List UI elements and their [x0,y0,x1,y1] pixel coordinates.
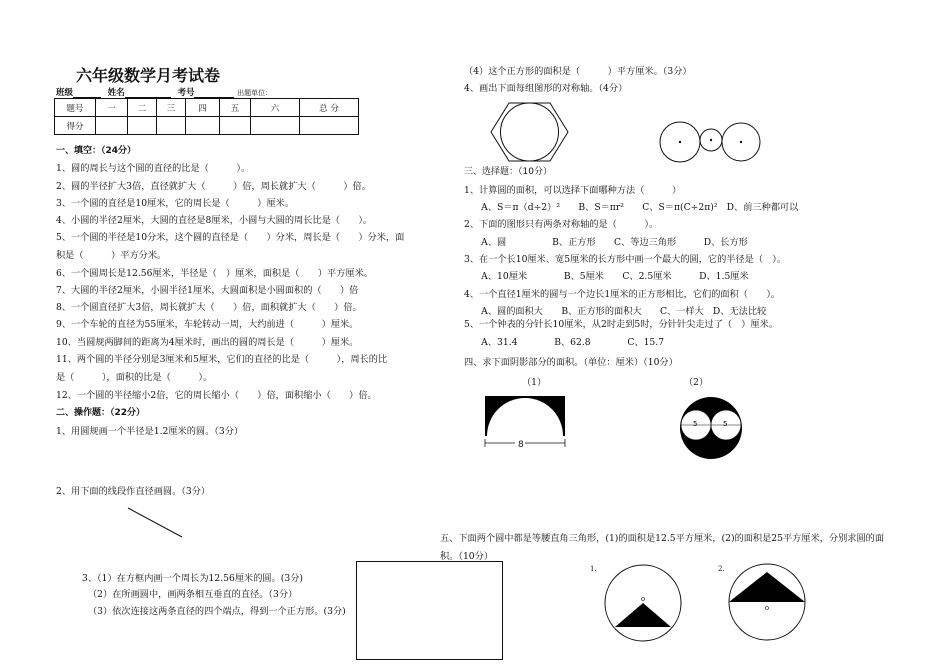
section1-title: 一、填空：（24分） [56,146,137,156]
q1-1: 1、圆的周长与这个圆的直径的比是（ ）。 [56,163,251,174]
class-label: 班级 [56,88,74,98]
score-header-cell: 题号 [55,99,96,117]
section5-line2: 积。（10分） [440,551,494,562]
q1-12: 12、一个圆的半径缩小2倍，它的周长缩小（ ）倍，面积缩小（ ）倍。 [56,390,377,401]
fig2-dim-right: 5 [723,420,728,428]
score-header-cell: 三 [157,99,186,117]
score-header-cell: 四 [186,99,220,117]
q1-3: 3、一个圆的直径是10厘米，它的周长是（ ）厘米。 [56,198,295,209]
circle-triangle-fig1 [605,565,681,641]
q3-5-options: A、31.4 B、62.8 C、15.7 [472,337,665,348]
unit-label: 出题单位： [237,89,273,97]
section3-title: 三、选择题：（10分） [464,167,552,177]
fig1-label: （1） [522,377,547,388]
fig2-label: （2） [684,377,709,388]
q2-3b: （2）在所画圆中，画两条相互垂直的直径。（3分） [88,589,298,600]
page-title: 六年级数学月考试卷 [76,66,221,85]
q1-6: 6、一个圆周长是12.56厘米，半径是（ ）厘米，面积是（ ）平方厘米。 [56,268,373,279]
score-header-cell: 二 [128,99,157,117]
q1-8: 8、一个圆直径扩大3倍，周长就扩大（ ）倍，面积就扩大（ ）倍。 [56,302,362,313]
q2-4: 4、画出下面每组图形的对称轴。（4分） [464,83,628,94]
q3-4: 4、一个直径1厘米的圆与一个边长1厘米的正方形相比，它们的面积（ ）。 [464,289,781,300]
q2-1: 1、用圆规画一个半径是1.2厘米的圆。（3分） [56,426,244,437]
score-header-cell: 总 分 [300,99,359,117]
q2-3a: 3、（1）在方框内画一个周长为12.56厘米的圆。(3分) [82,573,303,584]
score-header-cell: 一 [96,99,128,117]
name-label: 姓名 [107,88,125,98]
s5-fig1-label: 1. [590,565,597,573]
score-header-cell: 六 [251,99,300,117]
fig2-dim-left: 5 [693,420,698,428]
q2-3d: （4）这个正方形的面积是（ ）平方厘米。（3分） [464,66,692,77]
section5-line1: 五、下面两个圆中都是等腰直角三角形，(1)的面积是12.5平方厘米，(2)的面积是25平方厘米，分别求圆的面 [440,533,885,544]
q1-11-cont: 是（ ），面积的比是（ ）。 [56,372,213,383]
q1-11: 11、两个圆的半径分别是3厘米和5厘米，它们的直径的比是（ ），周长的比 [56,354,388,365]
q3-1-options: A、S＝π（d÷2）² B、S＝πr² C、S＝π(C÷2π)² D、前三种都可以 [472,202,799,213]
q3-4-options: A、圆的面积大 B、正方形的面积大 C、一样大 D、无法比较 [472,306,767,317]
q2-3c: （3）依次连接这两条直径的四个端点，得到一个正方形。(3分) [88,606,346,617]
score-header-cell: 五 [220,99,251,117]
q3-2-options: A、圆 B、正方形 C、等边三角形 D、长方形 [472,237,748,248]
q1-5-cont: 积是（ ）平方分米。 [56,250,167,261]
circle-triangle-fig2 [729,564,805,640]
q1-7: 7、大圆的半径2厘米，小圆半径1厘米，大圆面积是小圆面积的（ ）倍 [56,285,359,296]
score-label-cell: 得分 [55,117,96,135]
shaded-circle-two-circles [680,397,742,459]
q3-3-options: A、10厘米 B、5厘米 C、2.5厘米 D、1.5厘米 [472,271,749,282]
q1-10: 10、当圆规两脚间的距离为4厘米时，画出的圆的周长是（ ）厘米。 [56,337,359,348]
q1-9: 9、一个车轮的直径为55厘米，车轮转动一周，大约前进（ ）厘米。 [56,319,359,330]
q3-3: 3、在一个长10厘米、宽5厘米的长方形中画一个最大的圆，它的半径是（ ）。 [464,254,786,265]
q3-5: 5、一个钟表的分针长10厘米，从2时走到5时，分针针尖走过了（ ）厘米。 [464,319,779,330]
q3-2: 2、下面的图形只有两条对称轴的是（ ）。 [464,219,659,230]
section4-title: 四、求下面阴影部分的面积。（单位：厘米）（10分） [464,357,678,368]
q3-1: 1、计算圆的面积，可以选择下面哪种方法（ ） [464,185,682,196]
q1-5: 5、一个圆的半径是10分米，这个圆的直径是（ ）分米，周长是（ ）分米，面 [56,232,405,243]
q2-2: 2、用下面的线段作直径画圆。（3分） [56,486,211,497]
shaded-rect-semicircle [485,396,565,449]
exam-no-label: 考号 [177,88,195,98]
s5-fig2-label: 2. [718,565,725,573]
fig1-dimension: 8 [518,440,524,450]
q1-2: 2、圆的半径扩大3倍，直径就扩大（ ）倍，周长就扩大（ ）倍。 [56,181,371,192]
section2-title: 二、操作题：（22分） [56,408,146,418]
q1-4: 4、小圆的半径2厘米，大圆的直径是8厘米，小圆与大圆的周长比是（ ）。 [56,215,373,226]
